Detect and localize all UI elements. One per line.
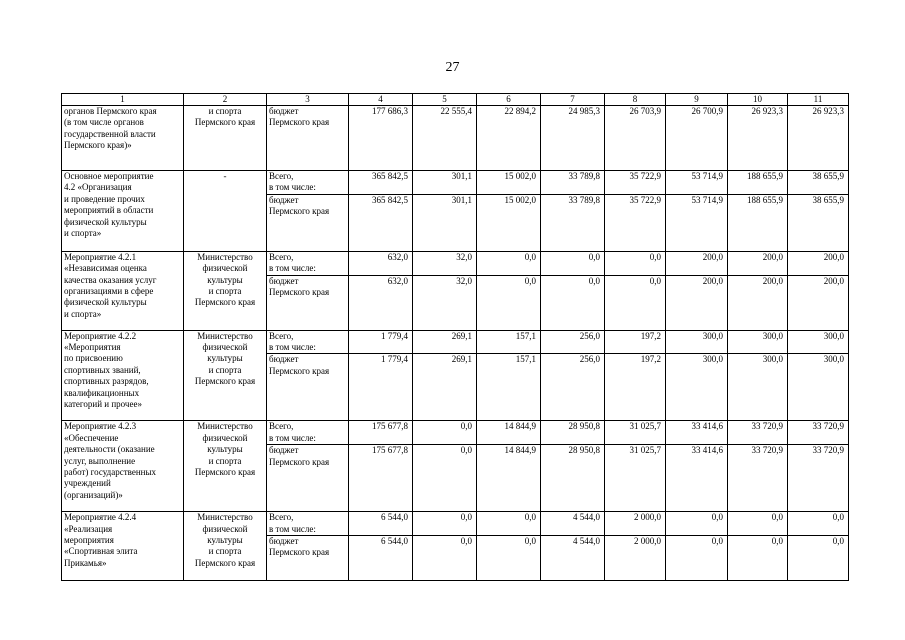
amount-cell: 28 950,8 xyxy=(541,445,605,512)
amount-cell: 0,0 xyxy=(413,512,477,536)
amount-cell: 22 894,2 xyxy=(477,106,541,171)
amount-cell: 26 923,3 xyxy=(728,106,788,171)
amount-cell: 200,0 xyxy=(788,251,849,275)
funding-source-cell: бюджет Пермского края xyxy=(267,445,349,512)
amount-cell: 33 720,9 xyxy=(728,445,788,512)
amount-cell: 6 544,0 xyxy=(349,512,413,536)
amount-cell: 632,0 xyxy=(349,251,413,275)
amount-cell: 33 789,8 xyxy=(541,171,605,195)
amount-cell: 200,0 xyxy=(788,275,849,330)
column-number-header: 10 xyxy=(728,94,788,106)
column-number-header: 8 xyxy=(605,94,666,106)
executor-cell: Министерство физической культуры и спорта Пермского края xyxy=(184,512,267,581)
amount-cell: 33 720,9 xyxy=(788,445,849,512)
amount-cell: 300,0 xyxy=(666,354,728,421)
amount-cell: 365 842,5 xyxy=(349,194,413,251)
column-number-header: 9 xyxy=(666,94,728,106)
column-number-header: 4 xyxy=(349,94,413,106)
amount-cell: 31 025,7 xyxy=(605,421,666,445)
amount-cell: 0,0 xyxy=(477,251,541,275)
amount-cell: 33 720,9 xyxy=(788,421,849,445)
amount-cell: 175 677,8 xyxy=(349,421,413,445)
amount-cell: 0,0 xyxy=(728,536,788,581)
amount-cell: 200,0 xyxy=(666,251,728,275)
funding-source-cell: бюджет Пермского края xyxy=(267,106,349,171)
amount-cell: 1 779,4 xyxy=(349,354,413,421)
amount-cell: 0,0 xyxy=(413,536,477,581)
amount-cell: 0,0 xyxy=(413,421,477,445)
program-name-cell: Мероприятие 4.2.4 «Реализация мероприятия «Спортивная элита Прикамья» xyxy=(62,512,184,581)
amount-cell: 157,1 xyxy=(477,330,541,354)
column-number-header: 5 xyxy=(413,94,477,106)
amount-cell: 0,0 xyxy=(666,512,728,536)
amount-cell: 0,0 xyxy=(666,536,728,581)
amount-cell: 197,2 xyxy=(605,354,666,421)
amount-cell: 0,0 xyxy=(788,536,849,581)
amount-cell: 301,1 xyxy=(413,194,477,251)
amount-cell: 200,0 xyxy=(666,275,728,330)
amount-cell: 0,0 xyxy=(728,512,788,536)
amount-cell: 2 000,0 xyxy=(605,536,666,581)
column-number-header: 11 xyxy=(788,94,849,106)
funding-source-cell: Всего, в том числе: xyxy=(267,171,349,195)
amount-cell: 365 842,5 xyxy=(349,171,413,195)
amount-cell: 0,0 xyxy=(605,275,666,330)
table-row xyxy=(62,512,849,536)
table-row xyxy=(62,106,849,171)
executor-cell: Министерство физической культуры и спорта Пермского края xyxy=(184,251,267,330)
program-name-cell: органов Пермского края (в том числе органов государственной власти Пермского края)» xyxy=(62,106,184,171)
executor-cell: Министерство физической культуры и спорта Пермского края xyxy=(184,330,267,421)
program-name-cell: Мероприятие 4.2.1 «Независимая оценка качества оказания услуг организациями в сфере физической культуры и спорта» xyxy=(62,251,184,330)
header-row xyxy=(62,94,849,106)
amount-cell: 4 544,0 xyxy=(541,512,605,536)
amount-cell: 33 720,9 xyxy=(728,421,788,445)
amount-cell: 300,0 xyxy=(728,330,788,354)
amount-cell: 24 985,3 xyxy=(541,106,605,171)
amount-cell: 301,1 xyxy=(413,171,477,195)
amount-cell: 200,0 xyxy=(728,251,788,275)
amount-cell: 256,0 xyxy=(541,354,605,421)
amount-cell: 300,0 xyxy=(666,330,728,354)
amount-cell: 1 779,4 xyxy=(349,330,413,354)
amount-cell: 26 703,9 xyxy=(605,106,666,171)
amount-cell: 26 923,3 xyxy=(788,106,849,171)
column-number-header: 3 xyxy=(267,94,349,106)
amount-cell: 188 655,9 xyxy=(728,171,788,195)
program-name-cell: Мероприятие 4.2.3 «Обеспечение деятельности (оказание услуг, выполнение работ) государственных учреждений (организаций)» xyxy=(62,421,184,512)
amount-cell: 15 002,0 xyxy=(477,171,541,195)
amount-cell: 33 789,8 xyxy=(541,194,605,251)
program-name-cell: Мероприятие 4.2.2 «Мероприятия по присвоению спортивных званий, спортивных разрядов, квалификационных категорий и прочее» xyxy=(62,330,184,421)
funding-source-cell: бюджет Пермского края xyxy=(267,536,349,581)
amount-cell: 38 655,9 xyxy=(788,194,849,251)
amount-cell: 33 414,6 xyxy=(666,421,728,445)
amount-cell: 14 844,9 xyxy=(477,445,541,512)
funding-source-cell: Всего, в том числе: xyxy=(267,512,349,536)
amount-cell: 22 555,4 xyxy=(413,106,477,171)
amount-cell: 632,0 xyxy=(349,275,413,330)
executor-cell: - xyxy=(184,171,267,252)
amount-cell: 300,0 xyxy=(728,354,788,421)
column-number-header: 6 xyxy=(477,94,541,106)
amount-cell: 26 700,9 xyxy=(666,106,728,171)
amount-cell: 35 722,9 xyxy=(605,194,666,251)
amount-cell: 0,0 xyxy=(541,251,605,275)
funding-source-cell: Всего, в том числе: xyxy=(267,330,349,354)
table-row xyxy=(62,251,849,275)
amount-cell: 32,0 xyxy=(413,251,477,275)
amount-cell: 269,1 xyxy=(413,354,477,421)
funding-source-cell: бюджет Пермского края xyxy=(267,275,349,330)
amount-cell: 0,0 xyxy=(477,536,541,581)
amount-cell: 197,2 xyxy=(605,330,666,354)
column-number-header: 1 xyxy=(62,94,184,106)
amount-cell: 53 714,9 xyxy=(666,194,728,251)
amount-cell: 14 844,9 xyxy=(477,421,541,445)
funding-source-cell: Всего, в том числе: xyxy=(267,251,349,275)
amount-cell: 4 544,0 xyxy=(541,536,605,581)
page-number: 27 xyxy=(445,60,460,75)
table-row xyxy=(62,330,849,354)
amount-cell: 6 544,0 xyxy=(349,536,413,581)
table-row xyxy=(62,421,849,445)
amount-cell: 38 655,9 xyxy=(788,171,849,195)
column-number-header: 7 xyxy=(541,94,605,106)
amount-cell: 31 025,7 xyxy=(605,445,666,512)
table-row xyxy=(62,171,849,195)
amount-cell: 269,1 xyxy=(413,330,477,354)
column-number-header: 2 xyxy=(184,94,267,106)
funding-source-cell: Всего, в том числе: xyxy=(267,421,349,445)
amount-cell: 0,0 xyxy=(477,275,541,330)
amount-cell: 0,0 xyxy=(413,445,477,512)
amount-cell: 35 722,9 xyxy=(605,171,666,195)
amount-cell: 0,0 xyxy=(605,251,666,275)
amount-cell: 175 677,8 xyxy=(349,445,413,512)
amount-cell: 0,0 xyxy=(477,512,541,536)
amount-cell: 53 714,9 xyxy=(666,171,728,195)
amount-cell: 2 000,0 xyxy=(605,512,666,536)
amount-cell: 157,1 xyxy=(477,354,541,421)
amount-cell: 300,0 xyxy=(788,354,849,421)
amount-cell: 32,0 xyxy=(413,275,477,330)
amount-cell: 28 950,8 xyxy=(541,421,605,445)
amount-cell: 15 002,0 xyxy=(477,194,541,251)
budget-table xyxy=(61,93,849,581)
amount-cell: 33 414,6 xyxy=(666,445,728,512)
amount-cell: 177 686,3 xyxy=(349,106,413,171)
amount-cell: 256,0 xyxy=(541,330,605,354)
executor-cell: Министерство физической культуры и спорта Пермского края xyxy=(184,421,267,512)
funding-source-cell: бюджет Пермского края xyxy=(267,194,349,251)
funding-source-cell: бюджет Пермского края xyxy=(267,354,349,421)
amount-cell: 300,0 xyxy=(788,330,849,354)
amount-cell: 0,0 xyxy=(541,275,605,330)
amount-cell: 188 655,9 xyxy=(728,194,788,251)
amount-cell: 200,0 xyxy=(728,275,788,330)
executor-cell: и спорта Пермского края xyxy=(184,106,267,171)
program-name-cell: Основное мероприятие 4.2 «Организация и проведение прочих мероприятий в области физической культуры и спорта» xyxy=(62,171,184,252)
amount-cell: 0,0 xyxy=(788,512,849,536)
